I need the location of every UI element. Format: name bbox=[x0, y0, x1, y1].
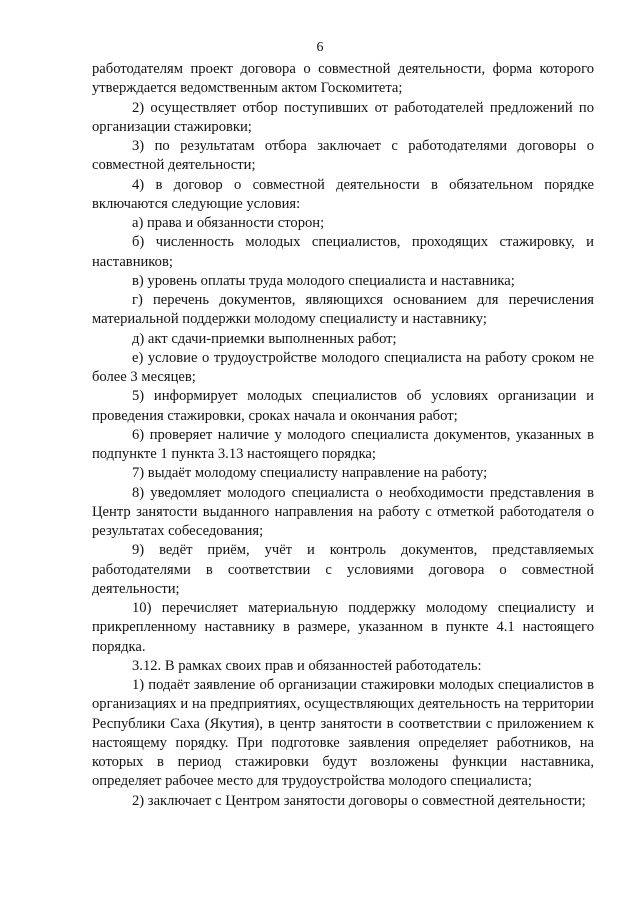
paragraph-subitem-e: е) условие о трудоустройстве молодого специалиста на работу сроком не более 3 месяцев; bbox=[92, 349, 594, 385]
paragraph-employer-item-1: 1) подаёт заявление об организации стажировки молодых специалистов в организациях и на предприятиях, осуществляющих деятельность на территории Республики Саха (Якутия), в центр занятости в соответствии с приложением к настоящему порядку. При подготовке заявления определяет работников, на которых в период стажировки будут возложены функции наставника, определяет рабочее место для трудоустройства молодого специалиста; bbox=[92, 677, 594, 790]
paragraph-item-7: 7) выдаёт молодому специалисту направление на работу; bbox=[132, 465, 488, 482]
paragraph-subitem-g: г) перечень документов, являющихся основанием для перечисления материальной поддержки молодому специалисту и наставнику; bbox=[92, 292, 594, 328]
paragraph-subitem-d: д) акт сдачи-приемки выполненных работ; bbox=[132, 330, 397, 347]
paragraph-subitem-v: в) уровень оплаты труда молодого специалиста и наставника; bbox=[132, 272, 515, 289]
paragraph-subitem-b: б) численность молодых специалистов, проходящих стажировку, и наставников; bbox=[92, 234, 594, 270]
paragraph-continuation: работодателям проект договора о совместной деятельности, форма которого утверждается ведомственным актом Госкомитета; bbox=[92, 61, 594, 97]
section-heading-3-12: 3.12. В рамках своих прав и обязанностей работодатель: bbox=[132, 657, 482, 674]
paragraph-employer-item-2: 2) заключает с Центром занятости договоры о совместной деятельности; bbox=[132, 792, 586, 809]
page-number: 6 bbox=[316, 40, 324, 55]
document-body bbox=[92, 60, 594, 811]
paragraph-item-4: 4) в договор о совместной деятельности в обязательном порядке включаются следующие условия: bbox=[92, 176, 594, 212]
paragraph-subitem-a: а) права и обязанности сторон; bbox=[132, 215, 325, 231]
paragraph-item-2: 2) осуществляет отбор поступивших от работодателей предложений по организации стажировки; bbox=[92, 99, 594, 135]
paragraph-item-5: 5) информирует молодых специалистов об условиях организации и проведения стажировки, сроках начала и окончания работ; bbox=[92, 388, 594, 424]
paragraph-item-6: 6) проверяет наличие у молодого специалиста документов, указанных в подпункте 1 пункта 3.13 настоящего порядка; bbox=[92, 426, 594, 462]
paragraph-item-9: 9) ведёт приём, учёт и контроль документов, представляемых работодателями в соответствии с условиями договора о совместной деятельности; bbox=[92, 542, 594, 597]
paragraph-item-8: 8) уведомляет молодого специалиста о необходимости представления в Центр занятости выданного направления на работу с отметкой работодателя о результатах собеседования; bbox=[92, 484, 594, 539]
paragraph-item-3: 3) по результатам отбора заключает с работодателями договоры о совместной деятельности; bbox=[92, 138, 594, 174]
paragraph-item-10: 10) перечисляет материальную поддержку молодому специалисту и прикрепленному наставнику в размере, указанном в пункте 4.1 настоящего порядка. bbox=[92, 600, 594, 655]
